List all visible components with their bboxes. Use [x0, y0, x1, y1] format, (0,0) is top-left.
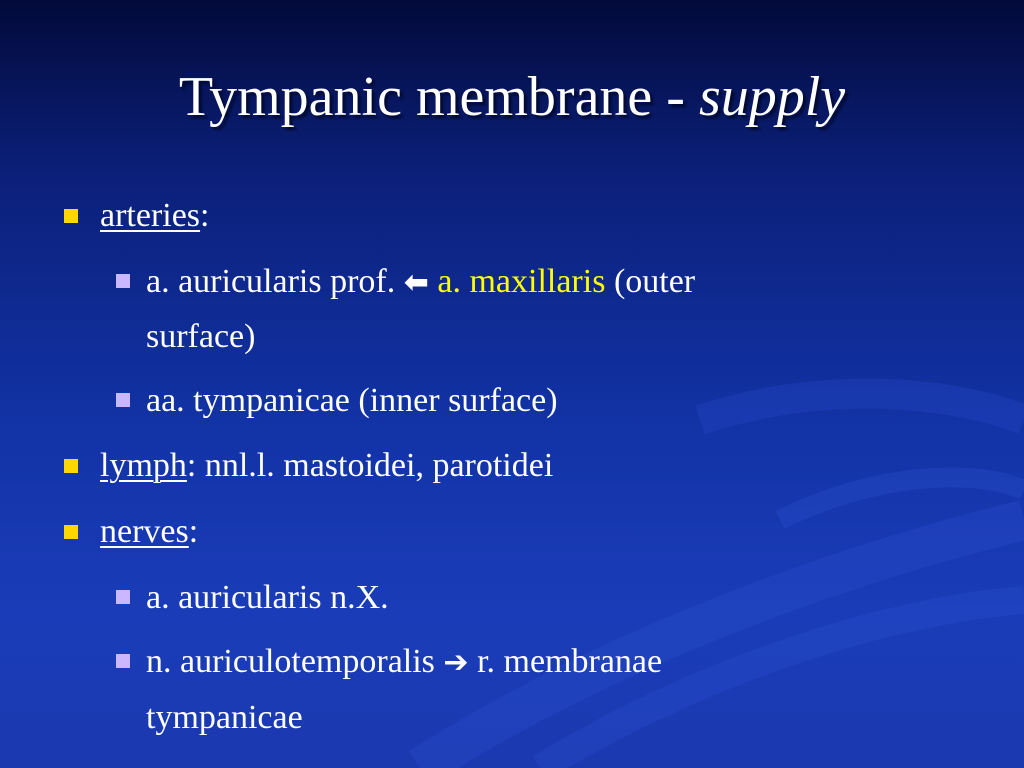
bullet-square-icon	[64, 209, 78, 223]
arrow-left-icon: ⬅	[403, 265, 429, 300]
lymph-suffix: : nnl.l. mastoidei, parotidei	[186, 447, 554, 484]
bullet-text	[100, 446, 553, 486]
tympanicae-line2-text: tympanicae	[146, 699, 303, 736]
lymph-label: lymph	[100, 447, 187, 484]
title-emphasis: supply	[698, 66, 846, 128]
nerves-suffix: :	[188, 513, 199, 550]
bullet-square-icon	[64, 459, 78, 473]
bullet-square-icon	[64, 525, 78, 539]
slide-title	[0, 62, 1024, 132]
bullet-square-icon	[116, 393, 130, 407]
nerves-label: nerves	[100, 513, 189, 550]
outer-text: (outer	[605, 263, 696, 300]
membranae-text: r. membranae	[468, 643, 663, 680]
bullet-text	[100, 512, 198, 552]
tympanicae-text: aa. tympanicae (inner surface)	[146, 382, 558, 419]
maxillaris-highlight: a. maxillaris	[437, 263, 606, 300]
bullet-text	[100, 196, 210, 236]
bullet-square-icon	[116, 654, 130, 668]
arteries-label: arteries	[100, 197, 201, 234]
title-main: Tympanic membrane -	[178, 66, 699, 128]
auriculotemporalis-text: n. auriculotemporalis	[146, 643, 444, 680]
arteries-suffix: :	[200, 197, 210, 234]
auricularis-nx-text: a. auricularis n.X.	[146, 579, 389, 616]
bullet-square-icon	[116, 274, 130, 288]
surface-text: surface)	[146, 318, 256, 355]
bullet-square-icon	[116, 590, 130, 604]
bullet-text	[146, 254, 695, 310]
arrow-right-icon: ➔	[443, 645, 469, 680]
bullet-text	[146, 634, 662, 690]
auricularis-prof-text: a. auricularis prof.	[146, 263, 404, 300]
